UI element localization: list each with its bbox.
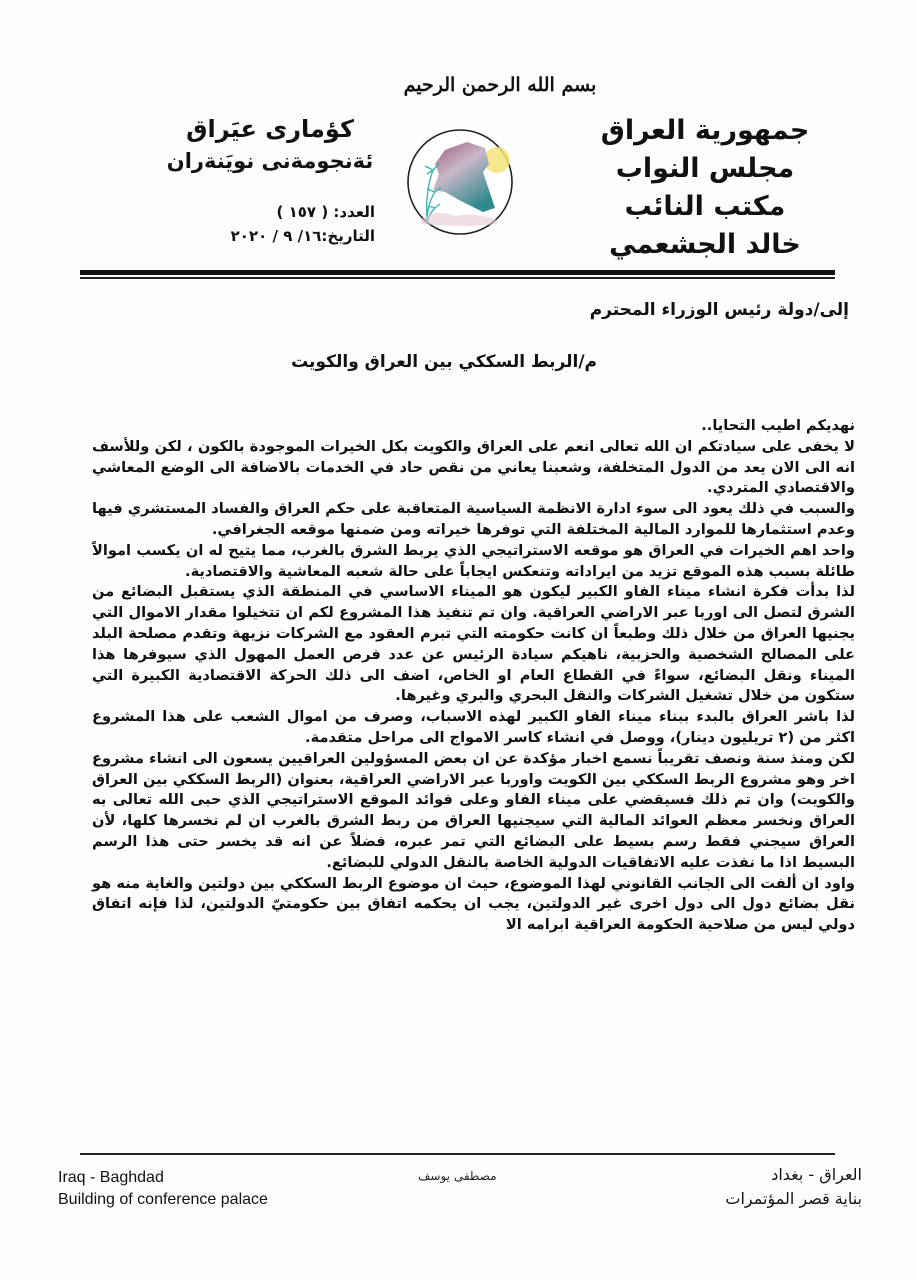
addressee: إلى/دولة رئيس الوزراء المحترم [589, 300, 849, 320]
header-divider-thin [80, 277, 835, 279]
body-paragraph: والسبب في ذلك يعود الى سوء ادارة الانظمة السياسية المتعاقبة على حكم العراق والفساد المستشري فيها وعدم استثمارها للموارد المالية المختلفة التي توفرها خيراته ومن ضمنها موقعه الجغرافي. [92, 500, 855, 538]
greeting: نهديكم اطيب التحايا.. [701, 417, 855, 434]
body-paragraph: واحد اهم الخيرات في العراق هو موقعه الاستراتيجي الذي يربط الشرق بالغرب، مما يتيح له ان يكسب اموالاً طائلة بسبب هذه الموقع تزيد من ايراداته وتنعكس ايجاباً على حالة شعبه المعاشية والاقتصادية. [92, 541, 855, 580]
body-paragraph: لا يخفى على سيادتكم ان الله تعالى انعم على العراق والكويت بكل الخيرات الموجودة بالكون ، لكن وللأسف انه الى الان يعد من الدول المتخلفة، وشعبنا يعاني من نقص حاد في الخدمات بالاضافة الى الوضع المعاشي والاقتصادي المتردي. [92, 437, 855, 497]
subject-line: م/الربط السككي بين العراق والكويت [291, 352, 597, 372]
letterhead-arabic [555, 112, 855, 264]
letterhead-line: مكتب النائب [624, 191, 786, 222]
footer-line: العراق - بغداد [771, 1165, 862, 1184]
footer-line: Building of conference palace [58, 1191, 268, 1208]
letterhead-line: جمهورية العراق [600, 115, 810, 146]
letterhead-line: كؤمارى عيَراق [186, 115, 354, 143]
footer-address-english [58, 1167, 268, 1211]
footer-line: بناية قصر المؤتمرات [725, 1189, 862, 1208]
basmala: بسم الله الرحمن الرحيم [403, 74, 597, 96]
reference-block [165, 200, 375, 248]
body-paragraph: لكن ومنذ سنة ونصف تقريباً نسمع اخبار مؤكدة عن ان بعض المسؤولين العراقيين يسعون الى انشاء مشروع اخر وهو مشروع الربط السككي بين الكويت واوربا عبر الاراضي العراقية، بعنوان (الربط السككي بين العراق والكويت) وان تم ذلك فسيقضي على ميناء الفاو وعلى فوائد الموقع الاستراتيجي الذي حبى الله تعالى به العراق ونخسر معظم العوائد المالية التي سيجنيها العراق من ربط الشرق بالغرب ان لم نخسرها كلها، لأن العراق سيجني فقط رسم بسيط على البضائع التي تمر عبره، فضلاً عن انه قد يخسر حتى هذا الرسم البسيط اذا ما نفذت عليه الاتفاقيات الدولية الخاصة بالنقل الدولي للبضائع. [92, 749, 855, 871]
header-divider [80, 270, 835, 275]
letterhead-kurdish [140, 112, 400, 176]
footer-divider [80, 1153, 835, 1155]
letterhead-line: خالد الجشعمي [609, 229, 801, 260]
body-paragraph: واود ان ألفت الى الجانب القانوني لهذا الموضوع، حيث ان موضوع الربط السككي بين دولتين والغاية منه هو نقل بضائع دول الى دول اخرى غير الدولتين، يجب ان يحكمه اتفاق بين حكومتيّ الدولتين، لذا فإنه اتفاق دولي ليس من صلاحية الحكومة العراقية ابرامه الا [92, 874, 855, 934]
footer-address-arabic [725, 1163, 862, 1211]
footer-line: Iraq - Baghdad [58, 1169, 164, 1186]
letter-body [92, 416, 855, 936]
body-paragraph: لذا باشر العراق بالبدء ببناء ميناء الفاو الكبير لهذه الاسباب، وصرف من اموال الشعب على هذا المشروع اكثر من (٢ تريليون دينار)، ووصل في انشاء كاسر الامواج الى مراحل متقدمة. [92, 708, 855, 746]
body-paragraph: لذا بدأت فكرة انشاء ميناء الفاو الكبير ليكون هو الميناء الاساسي في المنطقة الذي يستقبل البضائع من الشرق لتصل الى اوربا عبر الاراضي العراقية. وان تم تنفيذ هذا المشروع لكم ان تتخيلوا مقدار الاموال التي يجنيها العراق من خلال ذلك وطبعاً ان كانت حكومته التي تبرم العقود مع الشركات نزيهة وتقدم مصلحة البلد على المصالح الشخصية والحزبية، ناهيكم سيادة الرئيس عن عدد فرص العمل المهول الذي سيوفرها هذا الميناء ونقل البضائع، سواءً في القطاع العام او الخاص، اضف الى ذلك الحركة الاقتصادية الكبيرة التي ستكون من خلال تشغيل الشركات والنقل البحري والبري وغيرها. [92, 583, 855, 705]
letterhead-line: مجلس النواب [615, 153, 795, 184]
document-number: العدد: ( ١٥٧ ) [276, 203, 375, 221]
typist-name: مصطفى يوسف [418, 1169, 497, 1183]
document-date: التاريخ:١٦/ ٩ / ٢٠٢٠ [230, 227, 375, 245]
parliament-emblem-icon [405, 112, 515, 252]
letterhead-line: ئةنجومةنى نويَنةران [166, 149, 374, 173]
